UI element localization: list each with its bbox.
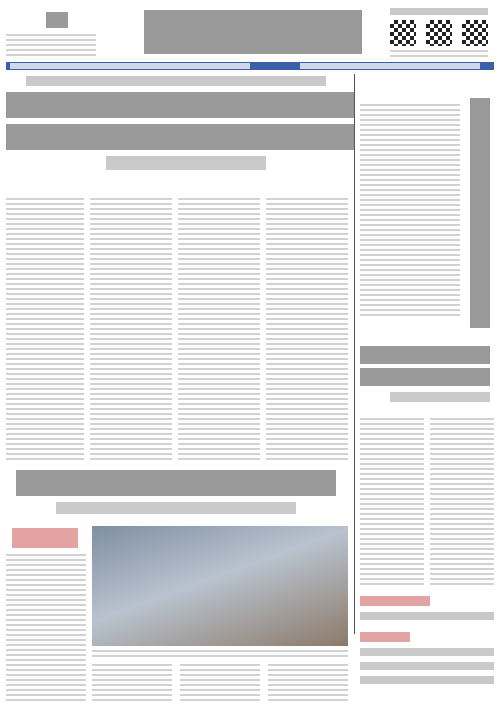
feature-title-placeholder [360, 368, 490, 386]
article-column [268, 664, 348, 704]
column-divider [354, 74, 355, 634]
index-item [360, 648, 494, 656]
qr-captions [390, 50, 488, 60]
index-header [360, 596, 430, 606]
edition-day-placeholder [46, 12, 68, 28]
feature-title-placeholder [360, 346, 490, 364]
feature-text [360, 418, 424, 588]
article-column [180, 664, 260, 704]
feature-sub-placeholder [390, 392, 490, 402]
article-column [266, 198, 348, 460]
index-subheader [360, 632, 410, 642]
top-headline-sub [106, 156, 266, 170]
top-headline-line1 [6, 92, 354, 118]
top-headline-line2 [6, 124, 354, 150]
article-column [6, 198, 84, 460]
photo-caption [92, 650, 348, 660]
publisher-line-placeholder [390, 8, 488, 15]
qr-code [426, 20, 452, 46]
index-item [360, 612, 494, 620]
vertical-title-placeholder [470, 98, 490, 328]
masthead-logo-placeholder [144, 10, 362, 54]
top-headline [6, 74, 354, 194]
news-photo [92, 526, 348, 646]
edition-block [6, 8, 98, 58]
feature-box [360, 340, 494, 410]
sidebar-text [6, 554, 86, 702]
second-headline-sub [56, 502, 296, 514]
index-item [360, 662, 494, 670]
index-box [360, 596, 494, 704]
index-item [360, 676, 494, 684]
second-headline-main [16, 470, 336, 496]
masthead-logo [138, 6, 368, 60]
qr-code [390, 20, 416, 46]
article-column [90, 198, 172, 460]
article-column [178, 198, 260, 460]
commentary-vertical-title [464, 98, 496, 328]
masthead-right [386, 8, 494, 64]
masthead-strip-text [10, 63, 250, 69]
masthead-strip-right [300, 63, 480, 69]
commentary-text [360, 104, 460, 318]
top-headline-kicker [26, 76, 326, 86]
edition-info-lines [6, 34, 96, 56]
sidebar-heading [12, 528, 78, 548]
article-column [92, 664, 172, 704]
sidebar-box [6, 526, 86, 702]
qr-code [462, 20, 488, 46]
feature-text [430, 418, 494, 588]
second-headline [6, 468, 350, 522]
